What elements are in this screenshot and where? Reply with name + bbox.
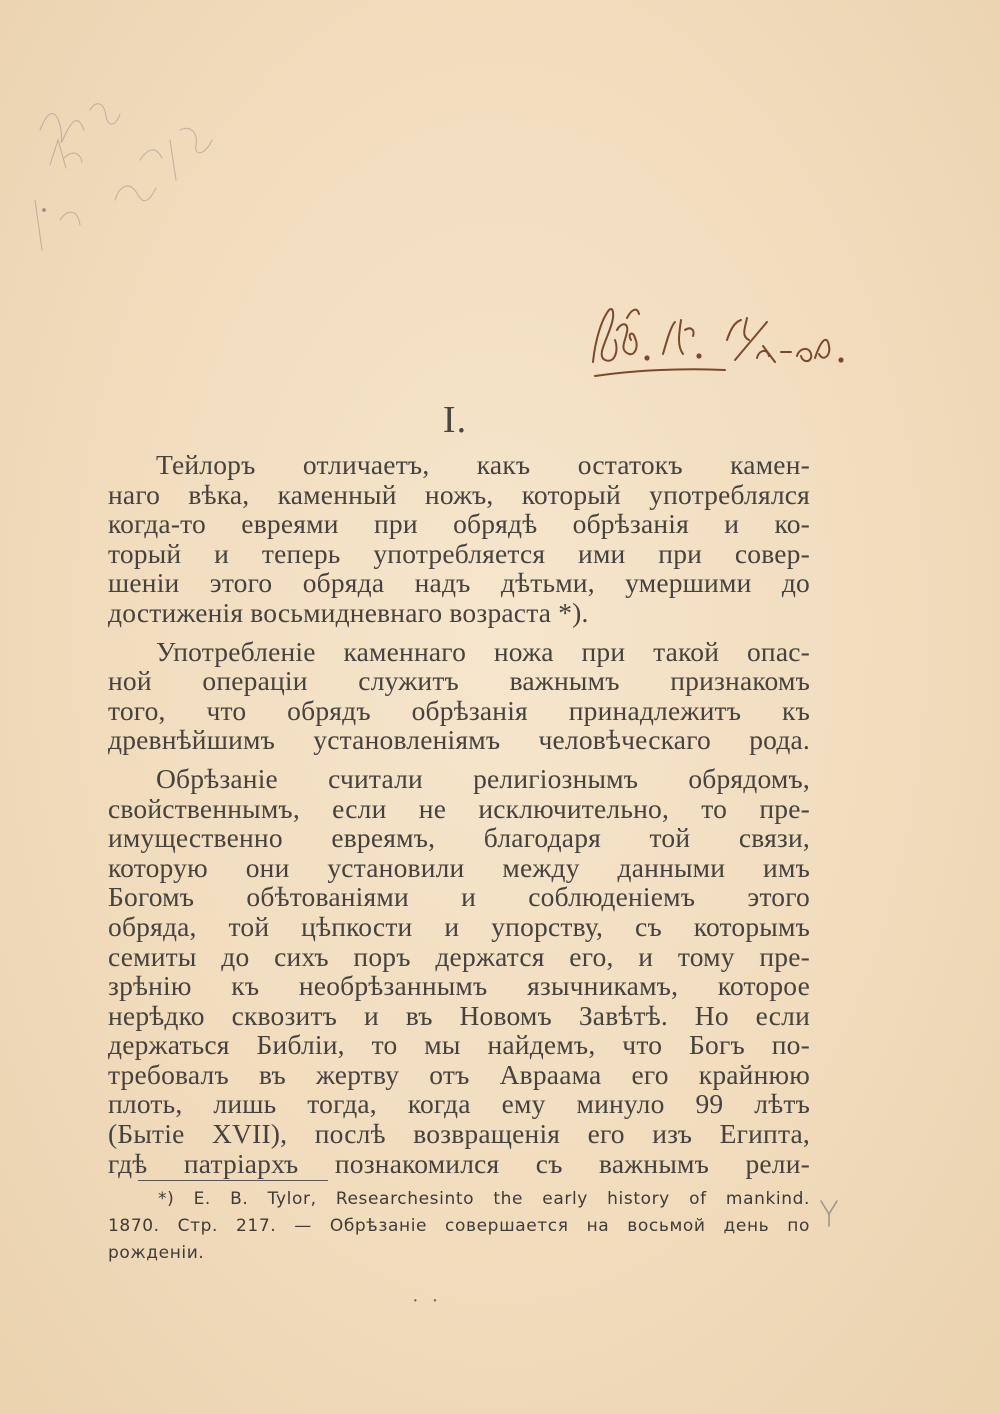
footnote-line: *) E. B. Tylor, Researchesinto the early history of mankind. — [158, 1189, 810, 1209]
text-line: ной операціи служитъ важнымъ признакомъ — [108, 665, 810, 697]
bottom-dots-decoration: · · — [412, 1290, 443, 1312]
text-line: обряда, той цѣпкости и упорству, съ которымъ — [108, 910, 810, 942]
text-line: нерѣдко сквозитъ и въ Новомъ Завѣтѣ. Но если — [108, 999, 810, 1031]
text-line: плоть, лишь тогда, когда ему минуло 99 лѣтъ — [108, 1088, 810, 1120]
footnote — [108, 1186, 810, 1267]
text-line: Употребленіе каменнаго ножа при такой опас- — [156, 635, 810, 667]
text-line: Обрѣзаніе считали религіознымъ обрядомъ, — [156, 762, 810, 794]
text-line: семиты до сихъ поръ держатся его, и тому пре- — [108, 940, 810, 972]
footnote-line: рожденіи. — [108, 1243, 205, 1263]
text-line: торый и теперь употребляется ими при совер- — [108, 537, 810, 569]
text-line: Богомъ обѣтованіями и соблюденіемъ этого — [108, 881, 810, 913]
paragraph-1 — [108, 450, 810, 628]
footnote-line: 1870. Стр. 217. — Обрѣзаніе совершается на восьмой день по — [108, 1216, 810, 1236]
text-line: шеніи этого обряда надъ дѣтьми, умершими до — [108, 567, 810, 599]
text-line: (Бытіе XVII), послѣ возвращенія его изъ Египта, — [108, 1118, 810, 1150]
paragraph-3 — [108, 764, 810, 1178]
text-line: требовалъ въ жертву отъ Авраама его крайнюю — [108, 1058, 810, 1090]
text-line: держаться Библіи, то мы найдемъ, что Богъ по- — [108, 1029, 810, 1061]
body-text — [108, 450, 810, 1178]
paragraph-2 — [108, 637, 810, 755]
text-line: имущественно евреямъ, благодаря той связи, — [108, 822, 810, 854]
text-line: Тейлоръ отличаетъ, какъ остатокъ камен- — [156, 449, 810, 480]
text-line: наго вѣка, каменный ножъ, который употреблялся — [108, 478, 810, 510]
handwritten-shelfmark — [575, 300, 865, 390]
text-line: свойственнымъ, если не исключительно, то пре- — [108, 792, 810, 824]
text-line: гдѣ патріархъ познакомился съ важнымъ рели- — [108, 1147, 810, 1179]
chapter-number: I. — [442, 399, 468, 441]
footnote-divider — [138, 1180, 328, 1181]
pencil-annotation-mark — [20, 70, 250, 270]
text-line: достиженія восьмидневнаго возраста *). — [108, 596, 589, 628]
text-line: которую они установили между данными имъ — [108, 851, 810, 883]
margin-check-mark — [818, 1198, 840, 1228]
text-line: того, что обрядъ обрѣзанія принадлежитъ къ — [108, 694, 810, 726]
text-line: древнѣйшимъ установленіямъ человѣческаго рода. — [108, 724, 810, 756]
text-line: когда-то евреями при обрядѣ обрѣзанія и ко- — [108, 508, 810, 540]
text-line: зрѣнію къ необрѣзаннымъ язычникамъ, которое — [108, 970, 810, 1002]
